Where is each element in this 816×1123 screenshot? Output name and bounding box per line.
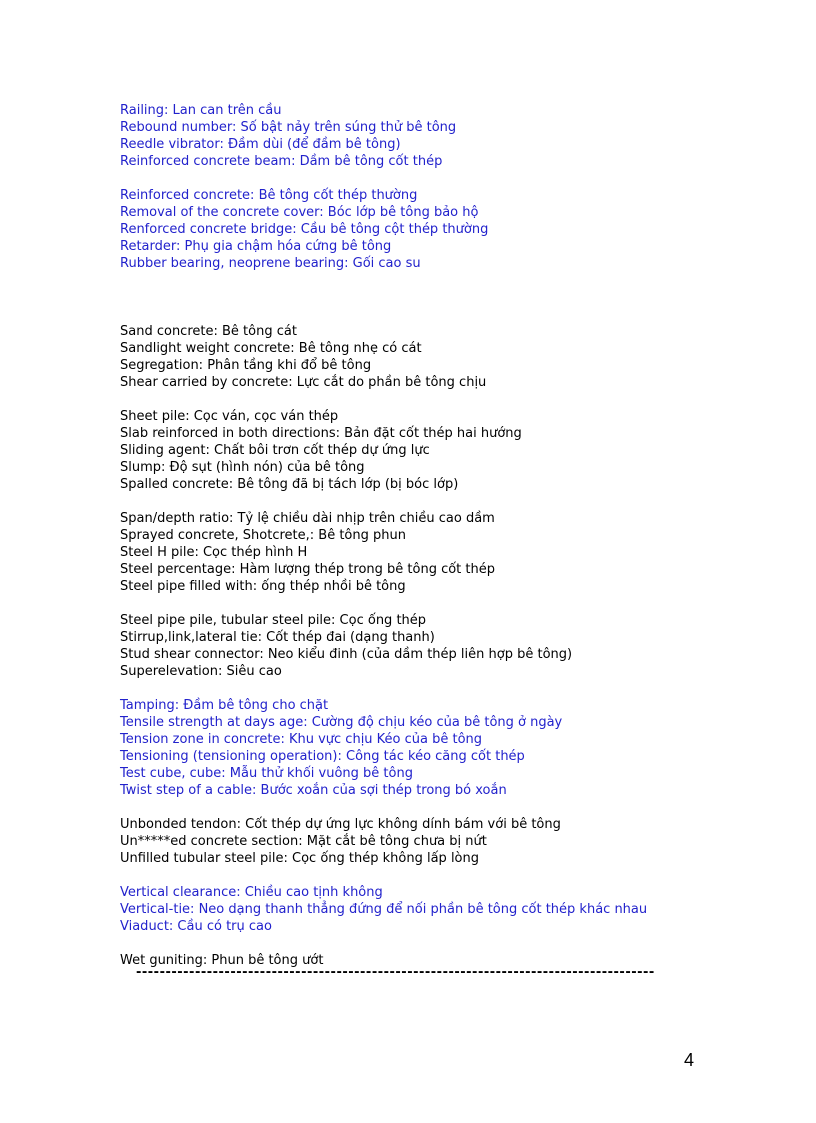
- glossary-list: [120, 102, 720, 986]
- glossary-entry: Unfilled tubular steel pile: Cọc ống thép không lấp lòng: [120, 851, 479, 866]
- glossary-entry: Renforced concrete bridge: Cầu bê tông cột thép thường: [120, 222, 489, 237]
- glossary-entry: Shear carried by concrete: Lực cắt do phần bê tông chịu: [120, 375, 487, 390]
- glossary-entry: Vertical clearance: Chiều cao tịnh không: [120, 885, 383, 900]
- glossary-entry: Steel H pile: Cọc thép hình H: [120, 545, 308, 560]
- glossary-entry: Slab reinforced in both directions: Bản đặt cốt thép hai hướng: [120, 426, 522, 441]
- glossary-entry: Sand concrete: Bê tông cát: [120, 324, 297, 339]
- glossary-entry: Sliding agent: Chất bôi trơn cốt thép dự ứng lực: [120, 443, 430, 458]
- glossary-entry: Tension zone in concrete: Khu vực chịu Kéo của bê tông: [120, 732, 483, 747]
- glossary-group-4: [120, 408, 720, 493]
- glossary-group-2: [120, 187, 720, 272]
- glossary-entry: Sheet pile: Cọc ván, cọc ván thép: [120, 409, 339, 424]
- glossary-group-8: [120, 816, 720, 867]
- glossary-entry: Segregation: Phân tầng khi đổ bê tông: [120, 358, 372, 373]
- glossary-group-9: [120, 884, 720, 935]
- glossary-entry: Railing: Lan can trên cầu: [120, 103, 282, 118]
- glossary-entry: Tensioning (tensioning operation): Công tác kéo căng cốt thép: [120, 749, 525, 764]
- glossary-entry: Removal of the concrete cover: Bóc lớp bê tông bảo hộ: [120, 205, 479, 220]
- glossary-entry: Steel percentage: Hàm lượng thép trong bê tông cốt thép: [120, 562, 496, 577]
- glossary-group-1: [120, 102, 720, 170]
- section-gap: [120, 289, 720, 323]
- glossary-group-3: [120, 323, 720, 391]
- glossary-entry: Steel pipe filled with: ống thép nhồi bê tông: [120, 579, 406, 594]
- glossary-group-5: [120, 510, 720, 595]
- dashed-separator: ----------------------------------------------------------------------------------------: [136, 965, 655, 980]
- glossary-entry: Viaduct: Cầu có trụ cao: [120, 919, 272, 934]
- glossary-entry: Slump: Độ sụt (hình nón) của bê tông: [120, 460, 365, 475]
- glossary-entry: Stud shear connector: Neo kiểu đinh (của dầm thép liên hợp bê tông): [120, 647, 573, 662]
- glossary-entry: Reinforced concrete beam: Dầm bê tông cốt thép: [120, 154, 443, 169]
- glossary-entry: Tamping: Đầm bê tông cho chặt: [120, 698, 329, 713]
- glossary-entry: Vertical-tie: Neo dạng thanh thẳng đứng để nối phần bê tông cốt thép khác nhau: [120, 902, 648, 917]
- glossary-entry: Wet guniting: Phun bê tông ướt: [120, 953, 324, 968]
- glossary-entry: Twist step of a cable: Bước xoắn của sợi thép trong bó xoắn: [120, 783, 507, 798]
- glossary-entry: Retarder: Phụ gia chậm hóa cứng bê tông: [120, 239, 392, 254]
- glossary-entry: Rebound number: Số bật nảy trên súng thử bê tông: [120, 120, 457, 135]
- glossary-entry: Rubber bearing, neoprene bearing: Gối cao su: [120, 256, 421, 271]
- glossary-entry: Reedle vibrator: Đầm dùi (để đầm bê tông): [120, 137, 401, 152]
- glossary-entry: Stirrup,link,lateral tie: Cốt thép đai (dạng thanh): [120, 630, 435, 645]
- glossary-group-6: [120, 612, 720, 680]
- glossary-entry: Superelevation: Siêu cao: [120, 664, 282, 679]
- glossary-entry: Span/depth ratio: Tỷ lệ chiều dài nhịp trên chiều cao dầm: [120, 511, 495, 526]
- glossary-entry: Test cube, cube: Mẫu thử khối vuông bê tông: [120, 766, 413, 781]
- glossary-entry: Steel pipe pile, tubular steel pile: Cọc ống thép: [120, 613, 427, 628]
- glossary-entry: Sandlight weight concrete: Bê tông nhẹ có cát: [120, 341, 422, 356]
- page-number: 4: [684, 1050, 695, 1070]
- glossary-entry: Reinforced concrete: Bê tông cốt thép thường: [120, 188, 418, 203]
- glossary-entry: Spalled concrete: Bê tông đã bị tách lớp (bị bóc lớp): [120, 477, 459, 492]
- glossary-entry: Unbonded tendon: Cốt thép dự ứng lực không dính bám với bê tông: [120, 817, 561, 832]
- glossary-entry: Un*****ed concrete section: Mặt cắt bê tông chưa bị nứt: [120, 834, 487, 849]
- glossary-group-7: [120, 697, 720, 799]
- glossary-entry: Sprayed concrete, Shotcrete,: Bê tông phun: [120, 528, 406, 543]
- glossary-entry: Tensile strength at days age: Cường độ chịu kéo của bê tông ở ngày: [120, 715, 563, 730]
